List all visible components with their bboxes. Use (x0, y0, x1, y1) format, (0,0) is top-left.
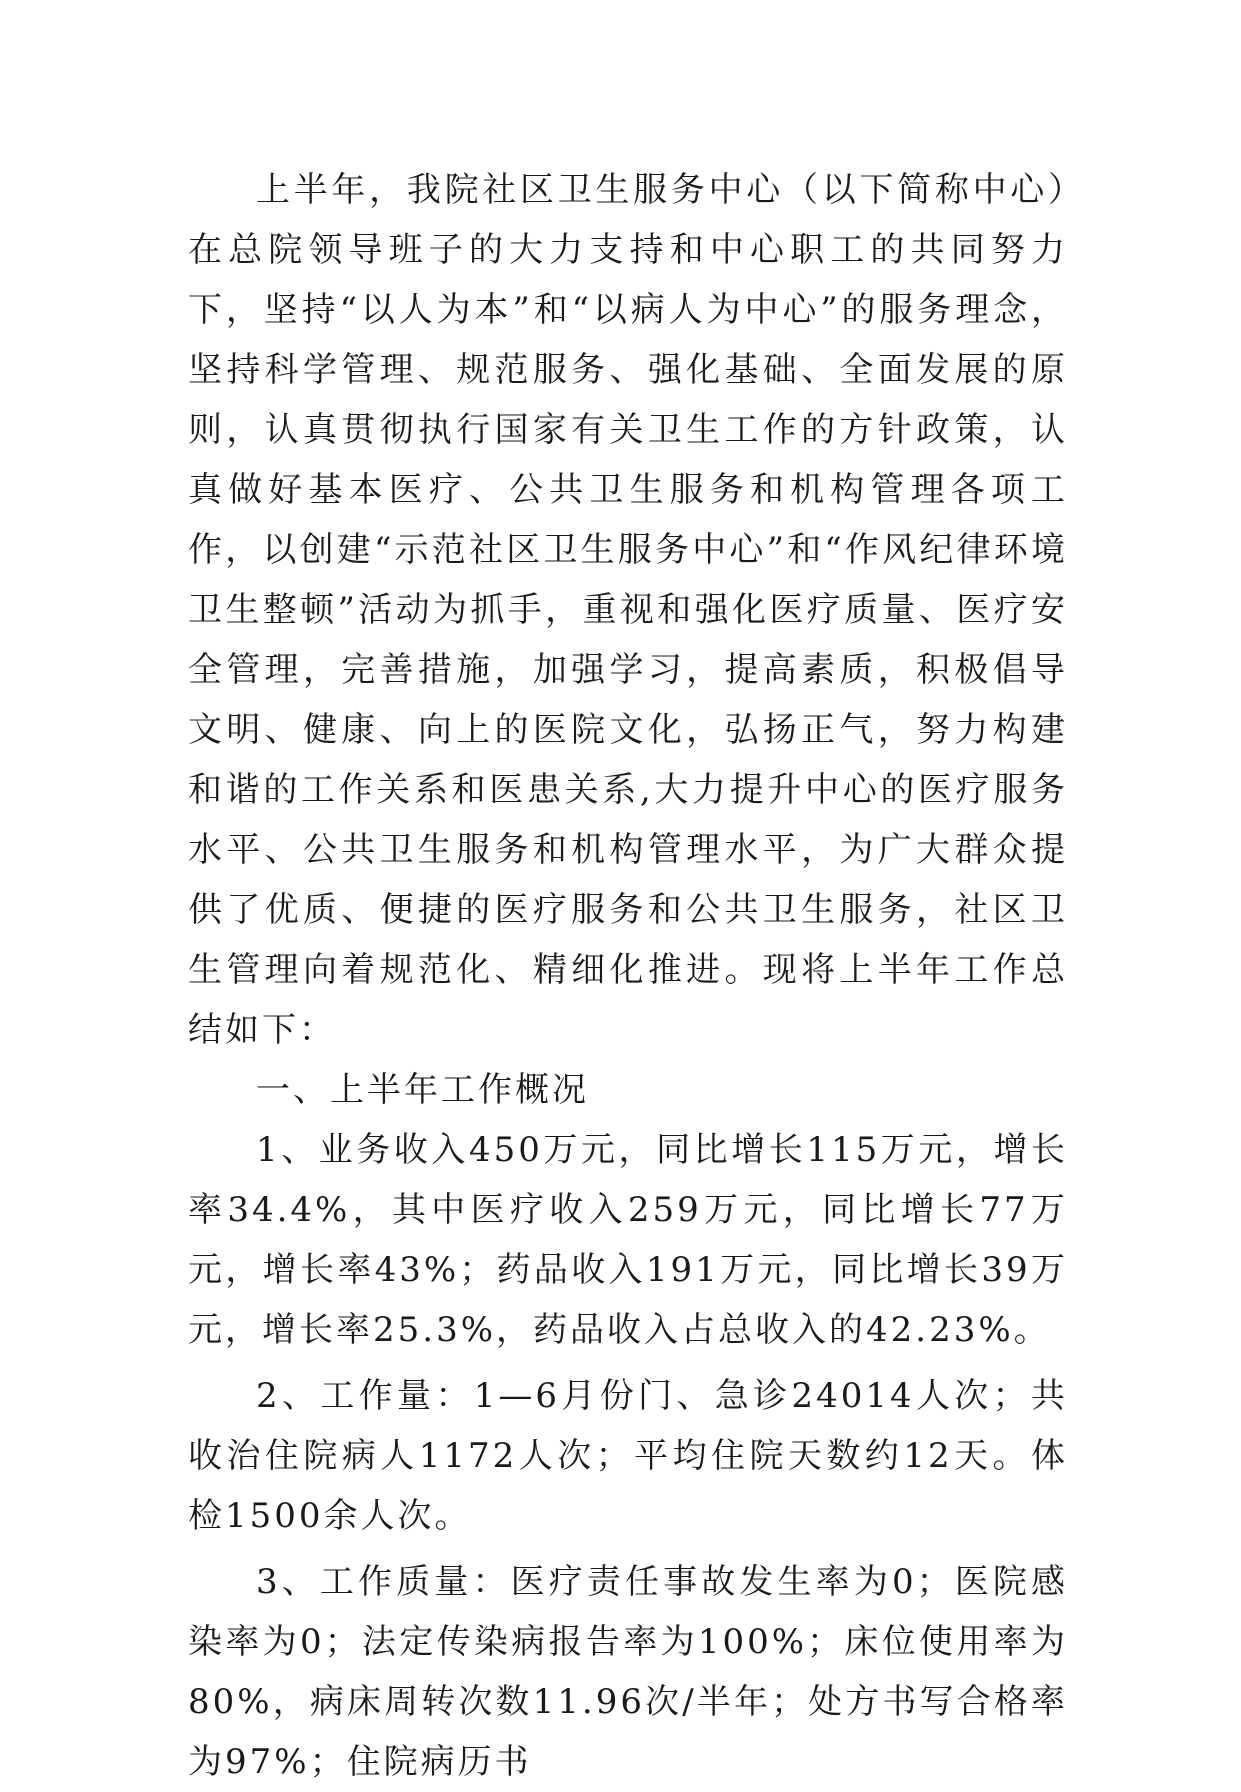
section-heading: 一、上半年工作概况 (256, 1070, 589, 1110)
workload-paragraph: 2、工作量：1—6月份门、急诊24014人次；共收治住院病人1172人次；平均住院天数约12天。体检1500余人次。 (188, 1376, 1068, 1536)
document-body (188, 160, 1068, 1792)
revenue-paragraph: 1、业务收入450万元，同比增长115万元，增长率34.4%，其中医疗收入259万元，同比增长77万元，增长率43%；药品收入191万元，同比增长39万元，增长率25.3%，药品收入占总收入的42.23%。 (188, 1130, 1068, 1350)
intro-paragraph: 上半年，我院社区卫生服务中心（以下简称中心）在总院领导班子的大力支持和中心职工的共同努力下，坚持“以人为本”和“以病人为中心”的服务理念，坚持科学管理、规范服务、强化基础、全面发展的原则，认真贯彻执行国家有关卫生工作的方针政策，认真做好基本医疗、公共卫生服务和机构管理各项工作，以创建“示范社区卫生服务中心”和“作风纪律环境卫生整顿”活动为抓手，重视和强化医疗质量、医疗安全管理，完善措施，加强学习，提高素质，积极倡导文明、健康、向上的医院文化，弘扬正气，努力构建和谐的工作关系和医患关系,大力提升中心的医疗服务水平、公共卫生服务和机构管理水平，为广大群众提供了优质、便捷的医疗服务和公共卫生服务，社区卫生管理向着规范化、精细化推进。现将上半年工作总结如下： (188, 170, 1068, 1050)
quality-paragraph: 3、工作质量：医疗责任事故发生率为0；医院感染率为0；法定传染病报告率为100%；床位使用率为80%，病床周转次数11.96次/半年；处方书写合格率为97%；住院病历书 (188, 1562, 1068, 1782)
